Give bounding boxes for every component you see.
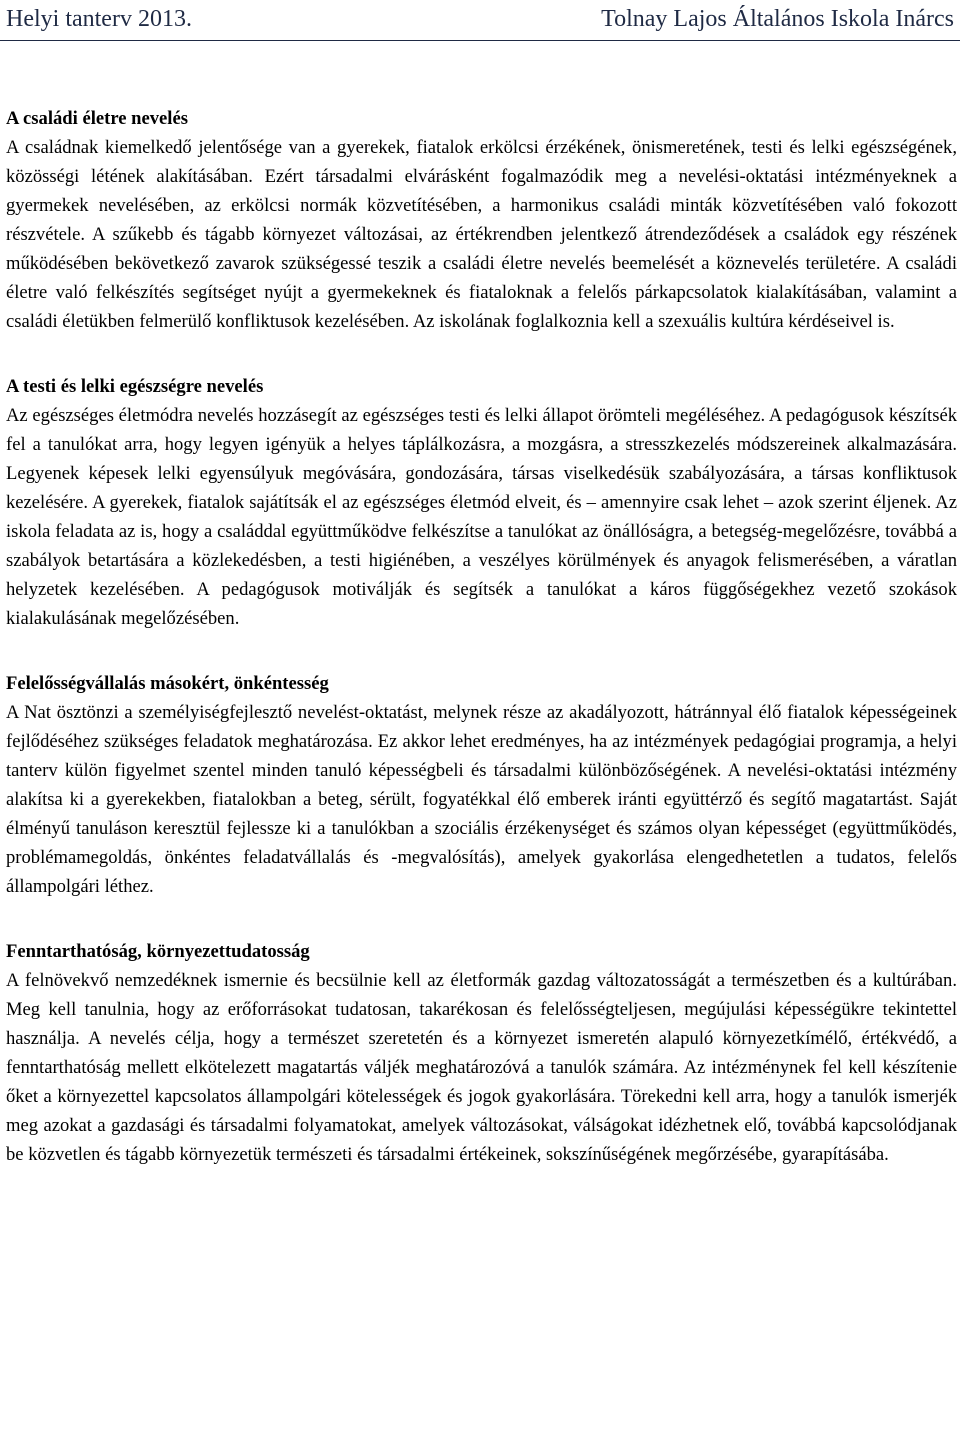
- section-paragraph: A családnak kiemelkedő jelentősége van a gyerekek, fiatalok erkölcsi érzékének, önismeretének, testi és lelki egészségének, közösségi létének alakításában. Ezért társadalmi elvárásként fogalmazódik meg a nevelési-oktatási intézményeknek a gyermekek nevelésében, az erkölcsi normák közvetítésében, a harmonikus családi minták közvetítésében való fokozott részvétele. A szűkebb és tágabb környezet változásai, az értékrendben jelentkező átrendeződések a családok egy részének működésében bekövetkező zavarok szükségessé teszik a családi életre nevelés beemelését a köznevelés területére. A családi életre való felkészítés segítséget nyújt a gyermekeknek és fiataloknak a felelős párkapcsolatok kialakításában, valamint a családi életükben felmerülő konfliktusok kezelésében. Az iskolának foglalkoznia kell a szexuális kultúra kérdéseivel is.: [6, 137, 957, 332]
- header-divider: [0, 40, 960, 41]
- school-name: Tolnay Lajos Általános Iskola Inárcs: [601, 6, 954, 32]
- section-heading: Fenntarthatóság, környezettudatosság: [6, 941, 310, 962]
- section-heading: A testi és lelki egészségre nevelés: [6, 376, 264, 397]
- document-title: Helyi tanterv 2013.: [6, 6, 192, 32]
- document-body: [6, 104, 957, 1205]
- section-responsibility: [6, 669, 957, 901]
- section-paragraph: A felnövekvő nemzedéknek ismernie és becsülnie kell az életformák gazdag változatosságát a természetben és a kultúrában. Meg kell tanulnia, hogy az erőforrásokat tudatosan, takarékosan és felelősségteljesen, megújulási képességükre tekintettel használja. A nevelés célja, hogy a természet szeretetén és a környezet ismeretén alapuló környezetkímélő, értékvédő, a fenntarthatóság mellett elkötelezett magatartás váljék meghatározóvá a tanulók számára. Az intézménynek fel kell készítenie őket a környezettel kapcsolatos állampolgári kötelességek és jogok gyakorlására. Törekedni kell arra, hogy a tanulók ismerjék meg azokat a gazdasági és társadalmi folyamatokat, amelyek változásokat, válságokat idézhetnek elő, továbbá kapcsolódjanak be közvetlen és tágabb környezetük természeti és társadalmi értékeinek, sokszínűségének megőrzésébe, gyarapításába.: [6, 970, 957, 1165]
- section-paragraph: A Nat ösztönzi a személyiségfejlesztő nevelést-oktatást, melynek része az akadályozott, hátránnyal élő fiatalok képességeinek fejlődéséhez szükséges feladatok meghatározása. Ez akkor lehet eredményes, ha az intézmények pedagógiai programja, a helyi tanterv külön figyelmet szentel minden tanuló képességbeli és társadalmi különbözőségének. A nevelési-oktatási intézmény alakítsa ki a gyerekekben, fiatalokban a beteg, sérült, fogyatékkal élő emberek iránti együttérző és segítő magatartást. Saját élményű tanuláson keresztül fejlessze ki a tanulókban a szociális érzékenységet és számos olyan képességet (együttműködés, problémamegoldás, önkéntes feladatvállalás és -megvalósítás), amelyek gyakorlása elengedhetetlen a tudatos, felelős állampolgári léthez.: [6, 702, 957, 897]
- section-heading: A családi életre nevelés: [6, 108, 188, 129]
- section-heading: Felelősségvállalás másokért, önkéntesség: [6, 673, 329, 694]
- section-family-life: [6, 104, 957, 336]
- section-health: [6, 372, 957, 633]
- page-header: [0, 0, 960, 44]
- section-sustainability: [6, 937, 957, 1169]
- section-paragraph: Az egészséges életmódra nevelés hozzásegít az egészséges testi és lelki állapot örömteli megéléséhez. A pedagógusok készítsék fel a tanulókat arra, hogy legyen igényük a helyes táplálkozásra, a mozgásra, a stresszkezelés módszereinek alkalmazására. Legyenek képesek lelki egyensúlyuk megóvására, gondozására, társas viselkedésük szabályozására, a társas konfliktusok kezelésére. A gyerekek, fiatalok sajátítsák el az egészséges életmód elveit, és – amennyire csak lehet – azok szerint éljenek. Az iskola feladata az is, hogy a családdal együttműködve felkészítse a tanulókat az önállóságra, a betegség-megelőzésre, továbbá a szabályok betartására a közlekedésben, a testi higiénében, a veszélyes körülmények és anyagok felismerésében, a váratlan helyzetek kezelésében. A pedagógusok motiválják és segítsék a tanulókat a káros függőségekhez vezető szokások kialakulásának megelőzésében.: [6, 405, 957, 629]
